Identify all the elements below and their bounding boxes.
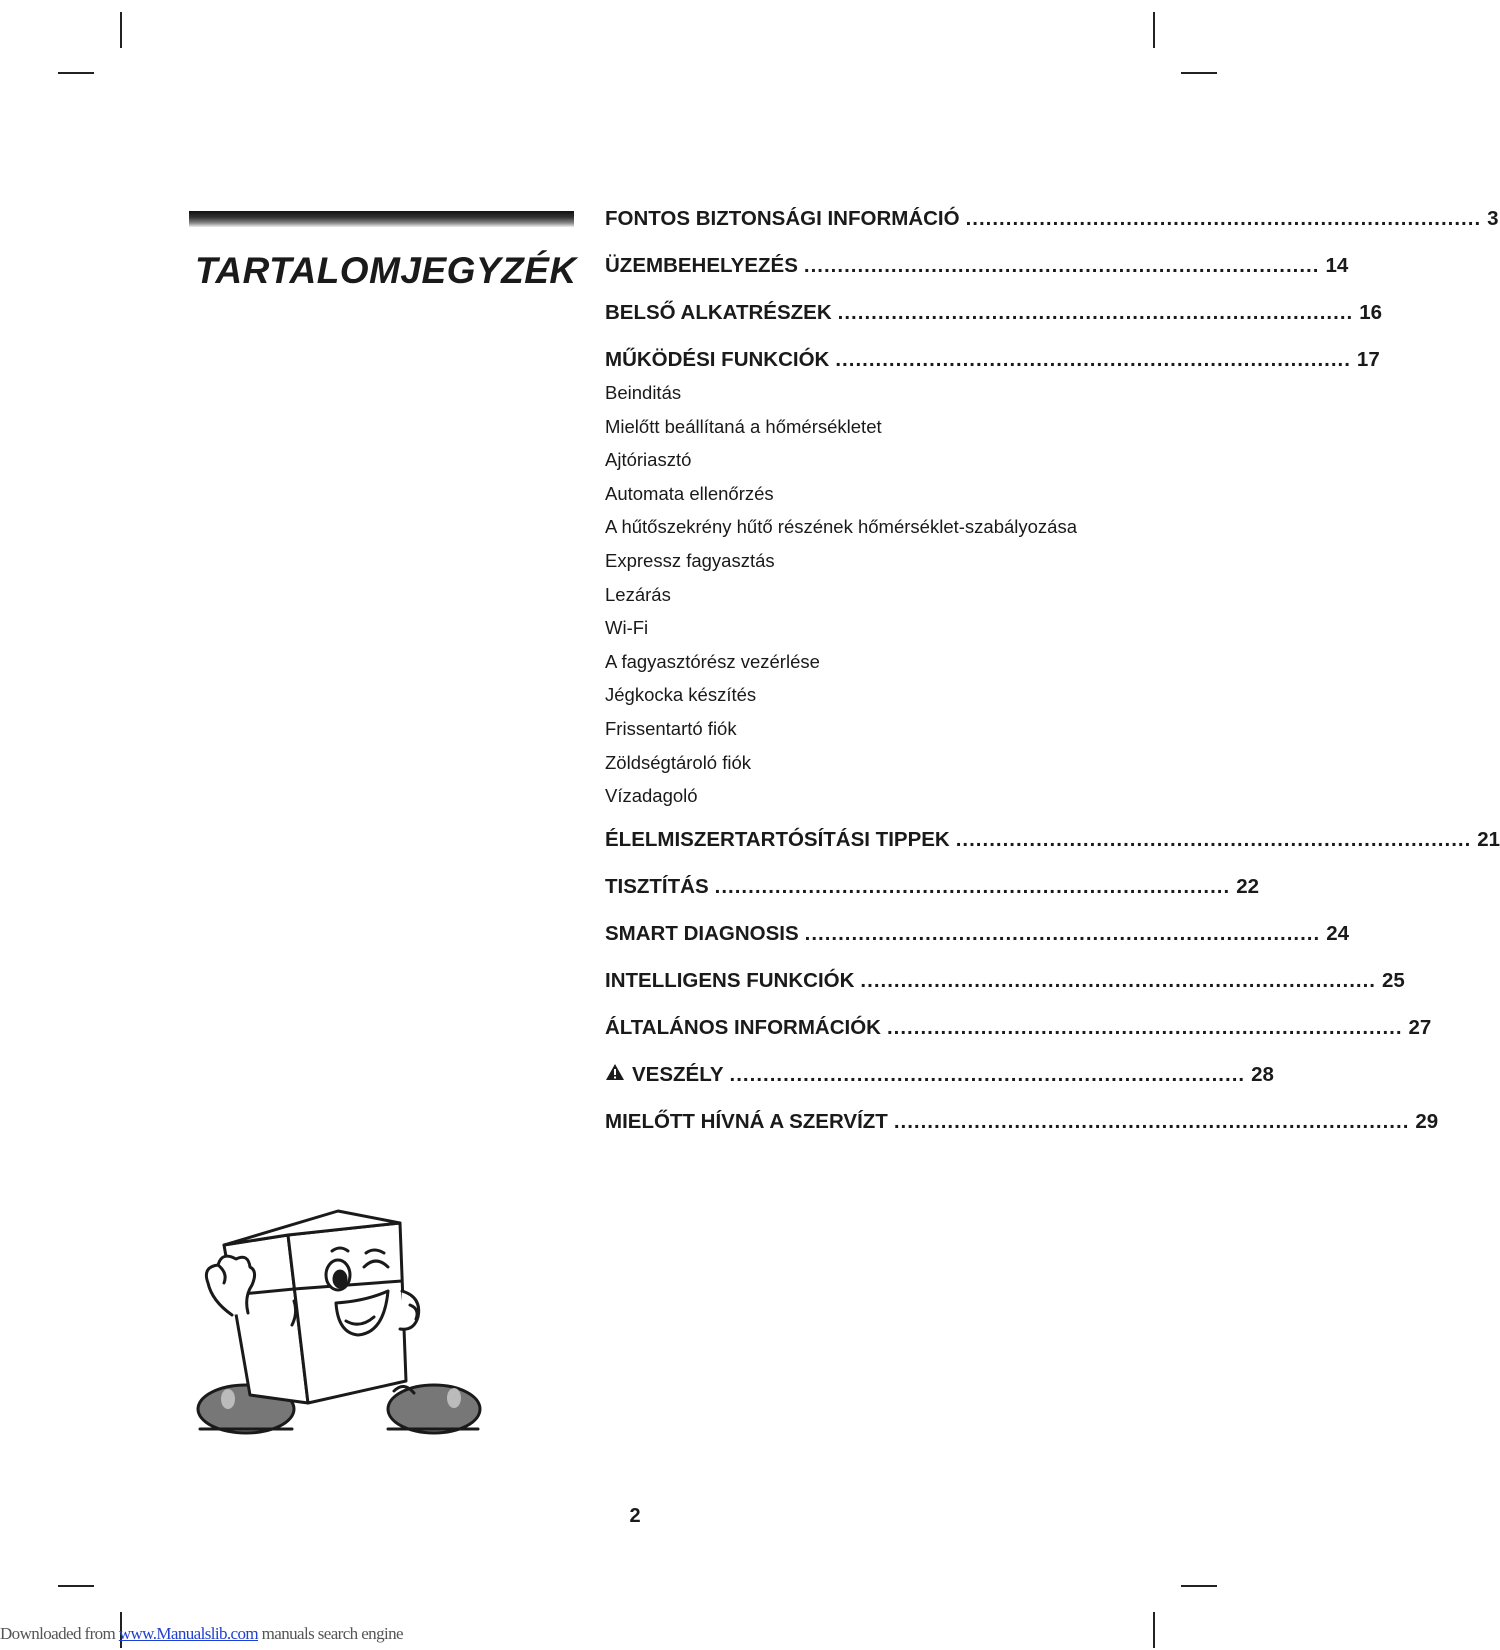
leader-dots: ............................................................................. [714,874,1231,898]
toc-entry[interactable] [605,1062,1274,1110]
crop-mark [1181,1585,1217,1587]
toc-subitem[interactable]: A fagyasztórész vezérlése [605,650,820,672]
toc-entry-page: 14 [1325,254,1349,277]
title-gradient-bar [189,211,574,227]
leader-dots: ............................................................................. [803,254,1320,277]
toc-entry-page: 28 [1251,1062,1274,1086]
toc-subitem[interactable]: Expressz fagyasztás [605,549,775,571]
toc-entry[interactable] [605,968,1405,1016]
toc-entry-label-with-icon [605,1063,730,1087]
crop-mark [58,72,94,74]
toc-subitem[interactable]: Wi-Fi [605,617,649,639]
toc-entry-label: MŰKÖDÉSI FUNKCIÓK [605,348,830,371]
toc-entry-page: 16 [1359,301,1383,324]
manualslib-link[interactable]: www.Manualslib.com [118,1624,259,1643]
toc-entry-label: ÉLELMISZERTARTÓSÍTÁSI TIPPEK [605,827,950,851]
crop-mark [1153,1612,1155,1648]
leader-dots: ............................................................................. [886,1015,1403,1039]
refrigerator-mascot-icon [188,1205,488,1437]
toc-entry[interactable] [605,827,1500,875]
toc-subitem[interactable]: Zöldségtároló fiók [605,751,752,773]
toc-entry-label: ÁLTALÁNOS INFORMÁCIÓK [605,1015,881,1039]
crop-mark [1181,72,1217,74]
toc-entry[interactable] [605,1015,1432,1063]
toc-subitem[interactable]: Vízadagoló [605,785,698,807]
leader-dots: ............................................................................. [893,1109,1410,1133]
footer-suffix: manuals search engine [258,1624,403,1643]
toc-entry-label: MIELŐTT HÍVNÁ A SZERVÍZT [605,1109,888,1133]
crop-mark [58,1585,94,1587]
leader-dots: ............................................................................. [835,348,1351,371]
crop-mark [120,12,122,48]
toc-entry-label: VESZÉLY [632,1062,724,1086]
leader-dots: ............................................................................. [729,1062,1246,1086]
footer-prefix: Downloaded from [0,1624,119,1643]
toc-entry[interactable] [605,254,1349,301]
toc-subitem[interactable]: Jégkocka készítés [605,684,757,706]
leader-dots: ............................................................................. [837,301,1354,324]
toc-subitem[interactable]: Automata ellenőrzés [605,482,774,504]
toc-subitem[interactable]: Ajtóriasztó [605,449,692,471]
toc-entry[interactable] [605,1109,1439,1157]
toc-entry[interactable] [605,207,1499,254]
toc-entry-label: SMART DIAGNOSIS [605,921,799,945]
toc-entry-label: FONTOS BIZTONSÁGI INFORMÁCIÓ [605,207,960,230]
toc-entry-page: 29 [1415,1109,1439,1133]
table-of-contents [605,207,1500,1157]
page-number: 2 [629,1505,641,1527]
toc-subitem[interactable]: Mielőtt beállítaná a hőmérsékletet [605,415,882,437]
toc-subitem-list [605,381,1078,818]
toc-entry-label: INTELLIGENS FUNKCIÓK [605,968,855,992]
toc-entry-page: 22 [1236,874,1260,898]
leader-dots: ............................................................................. [804,921,1321,945]
leader-dots: ............................................................................. [860,968,1376,992]
toc-subitem[interactable]: Beinditás [605,382,682,403]
warning-triangle-icon [605,1063,625,1081]
toc-subitem[interactable]: A hűtőszekrény hűtő részének hőmérséklet-szabályozása [605,516,1078,538]
toc-entry-page: 3 [1487,207,1499,230]
page-title: TARTALOMJEGYZÉK [195,250,577,291]
crop-mark [1153,12,1155,48]
toc-entry[interactable] [605,921,1349,969]
toc-entry-page: 21 [1477,827,1500,851]
toc-entry[interactable] [605,874,1260,922]
leader-dots: ............................................................................. [965,207,1482,230]
toc-entry-label: ÜZEMBEHELYEZÉS [605,254,798,277]
toc-entry-label: TISZTÍTÁS [605,874,709,898]
toc-entry-page: 24 [1326,921,1349,945]
toc-entry-label: BELSŐ ALKATRÉSZEK [605,301,832,324]
leader-dots: ............................................................................. [955,827,1472,851]
toc-subitem[interactable]: Frissentartó fiók [605,717,737,739]
toc-entry-page: 27 [1408,1015,1432,1039]
toc-subitem[interactable]: Lezárás [605,583,671,605]
download-footer [0,1624,403,1644]
toc-entry-page: 25 [1381,968,1405,992]
toc-entry-page: 17 [1356,348,1380,371]
toc-entry[interactable] [605,301,1383,348]
